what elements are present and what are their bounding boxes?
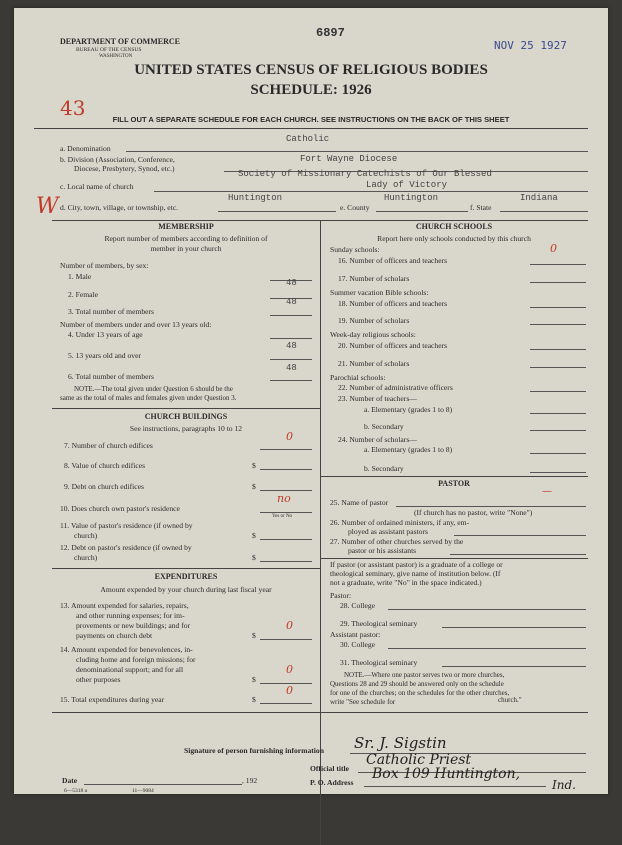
- date-year: , 192: [242, 776, 258, 785]
- pastor-subhead: Pastor:: [330, 591, 352, 600]
- city-value: Huntington: [228, 193, 283, 203]
- date-stamp: NOV 25 1927: [494, 39, 567, 52]
- division-value: Fort Wayne Diocese: [300, 154, 398, 164]
- q22-label: 22. Number of administrative officers: [338, 383, 453, 392]
- graduate-note-2: theological seminary, give name of institution below. (If: [330, 569, 501, 578]
- q31-label: 31. Theological seminary: [340, 658, 418, 667]
- q25-label: 25. Name of pastor: [330, 498, 389, 507]
- q13-label-c: provements or new buildings; and for: [76, 621, 191, 630]
- q18-label: 18. Number of officers and teachers: [338, 299, 448, 308]
- q15-label: 15. Total expenditures during year: [60, 695, 165, 704]
- membership-intro-2: member in your church: [150, 244, 222, 253]
- age-heading: Number of members under and over 13 years old:: [60, 320, 212, 329]
- q30-label: 30. College: [340, 640, 376, 649]
- pastor-title: PASTOR: [438, 479, 470, 488]
- yes-no-hint: Yes or No: [272, 514, 293, 519]
- membership-title: MEMBERSHIP: [158, 222, 214, 231]
- q9-label: 9. Debt on church edifices: [64, 482, 144, 491]
- form-code-1: 6—5318 a: [64, 788, 88, 794]
- expenditures-intro: Amount expended by your church during last fiscal year: [100, 585, 272, 594]
- division-label-2: Diocese, Presbytery, Synod, etc.): [74, 164, 175, 173]
- q7-value: 0: [286, 430, 293, 443]
- q13-label-b: and other running expenses; for im-: [76, 611, 185, 620]
- q12-label-b: church): [74, 553, 98, 562]
- sunday-label: Sunday schools:: [330, 245, 380, 254]
- q27-label-b: pastor or his assistants: [348, 546, 417, 555]
- q5-label: 5. 13 years old and over: [68, 351, 141, 360]
- po-address-value-2: Ind.: [552, 778, 576, 792]
- department-label: DEPARTMENT OF COMMERCE: [60, 37, 181, 46]
- official-title-label: Official title: [310, 764, 350, 773]
- red-number-annotation: 43: [60, 96, 86, 120]
- bureau-label: BUREAU OF THE CENSUS: [76, 47, 142, 53]
- q12-dollar: $: [252, 553, 256, 562]
- q14-value: 0: [286, 663, 293, 676]
- q5-value: 48: [286, 341, 297, 351]
- q27-label-a: 27. Number of other churches served by the: [330, 537, 464, 546]
- county-value: Huntington: [384, 193, 439, 203]
- q20-label: 20. Number of officers and teachers: [338, 341, 448, 350]
- q9-dollar: $: [252, 482, 256, 491]
- assistant-subhead: Assistant pastor:: [330, 630, 381, 639]
- q25-red-dash: —: [542, 486, 552, 497]
- q2-label: 2. Female: [68, 290, 98, 299]
- pastor-note-1: NOTE.—Where one pastor serves two or more churches,: [344, 671, 505, 679]
- q29-label: 29. Theological seminary: [340, 619, 418, 628]
- church-name-value-2: Lady of Victory: [366, 180, 448, 190]
- denomination-value: Catholic: [286, 134, 330, 144]
- po-address-value: Box 109 Huntington,: [372, 766, 521, 782]
- weekday-label: Week-day religious schools:: [330, 330, 416, 339]
- pastor-note-5: church.": [498, 696, 522, 704]
- q14-label-b: cluding home and foreign missions; for: [76, 655, 196, 664]
- po-address-label: P. O. Address: [310, 778, 354, 787]
- division-label: b. Division (Association, Conference,: [60, 155, 175, 164]
- q4-label: 4. Under 13 years of age: [68, 330, 143, 339]
- q28-label: 28. College: [340, 601, 376, 610]
- membership-intro-1: Report number of members according to definition of: [104, 234, 268, 243]
- q8-label: 8. Value of church edifices: [64, 461, 146, 470]
- q24-secondary-label: b. Secondary: [364, 464, 404, 473]
- q11-label-a: 11. Value of pastor's residence (if owned by: [60, 521, 193, 530]
- church-name-value-1: Society of Missionary Catechists of Our Blessed: [238, 169, 492, 179]
- schools-title: CHURCH SCHOOLS: [415, 222, 493, 231]
- q8-dollar: $: [252, 461, 256, 470]
- q13-dollar: $: [252, 631, 256, 640]
- pastor-note-4: write "See schedule for: [330, 698, 396, 706]
- q10-value: no: [277, 492, 291, 505]
- by-sex-label: Number of members, by sex:: [60, 261, 149, 270]
- summer-label: Summer vacation Bible schools:: [330, 288, 429, 297]
- q13-label-a: 13. Amount expended for salaries, repairs,: [60, 601, 189, 610]
- form-number: 6897: [316, 26, 345, 40]
- q26-label-a: 26. Number of ordained ministers, if any, em-: [330, 518, 470, 527]
- q23-label: 23. Number of teachers—: [338, 394, 417, 403]
- q6-label: 6. Total number of members: [68, 372, 155, 381]
- q19-label: 19. Number of scholars: [338, 316, 410, 325]
- expenditures-title: EXPENDITURES: [154, 572, 218, 581]
- pastor-note-2: Questions 28 and 29 should be answered only on the schedule: [330, 680, 504, 688]
- form-title: UNITED STATES CENSUS OF RELIGIOUS BODIES: [134, 62, 488, 78]
- q13-label-d: payments on church debt: [76, 631, 153, 640]
- q1-label: 1. Male: [68, 272, 92, 281]
- q15-dollar: $: [252, 695, 256, 704]
- state-label: f. State: [470, 203, 492, 212]
- q17-label: 17. Number of scholars: [338, 274, 410, 283]
- q25-hint: (If church has no pastor, write "None"): [414, 508, 533, 517]
- instructions: FILL OUT A SEPARATE SCHEDULE FOR EACH CHURCH. SEE INSTRUCTIONS ON THE BACK OF THIS SHEET: [112, 115, 510, 124]
- state-value: Indiana: [520, 193, 558, 203]
- buildings-intro: See instructions, paragraphs 10 to 12: [129, 424, 243, 433]
- pastor-note-3: for one of the churches; on the schedules for the other churches,: [330, 689, 510, 697]
- date-label: Date: [62, 776, 78, 785]
- form-subtitle: SCHEDULE: 1926: [250, 82, 372, 98]
- membership-note-2: same as the total of males and females given under Question 3.: [60, 394, 237, 402]
- denomination-label: a. Denomination: [60, 144, 111, 153]
- q13-value: 0: [286, 619, 293, 632]
- census-form: [14, 8, 608, 794]
- q10-label: 10. Does church own pastor's residence: [60, 504, 180, 513]
- q7-label: 7. Number of church edifices: [64, 441, 153, 450]
- q23-elementary-label: a. Elementary (grades 1 to 8): [364, 405, 453, 414]
- signature-label: Signature of person furnishing information: [184, 746, 324, 755]
- q14-label-a: 14. Amount expended for benevolences, in-: [60, 645, 193, 654]
- q26-label-b: ployed as assistant pastors: [348, 527, 428, 536]
- red-w-annotation: W: [36, 194, 59, 219]
- q23-secondary-label: b. Secondary: [364, 422, 404, 431]
- form-code-2: 11—9084: [132, 788, 154, 794]
- q24-label: 24. Number of scholars—: [338, 435, 417, 444]
- schools-intro: Report here only schools conducted by this church: [377, 234, 531, 243]
- q12-label-a: 12. Debt on pastor's residence (if owned by: [60, 543, 192, 552]
- buildings-title: CHURCH BUILDINGS: [144, 412, 228, 421]
- q11-dollar: $: [252, 531, 256, 540]
- q15-value: 0: [286, 684, 293, 697]
- church-name-label: c. Local name of church: [60, 182, 134, 191]
- graduate-note-3: not a graduate, write "No" in the space indicated.): [330, 578, 482, 587]
- signature-value: Sr. J. Sigstin: [354, 734, 447, 752]
- q14-label-d: other purposes: [76, 675, 121, 684]
- q16-label: 16. Number of officers and teachers: [338, 256, 448, 265]
- q14-dollar: $: [252, 675, 256, 684]
- county-label: e. County: [340, 203, 370, 212]
- graduate-note-1: If pastor (or assistant pastor) is a graduate of a college or: [330, 560, 503, 569]
- q16-value: 0: [550, 242, 557, 255]
- official-title-value: Catholic Priest: [366, 752, 472, 768]
- parochial-label: Parochial schools:: [330, 373, 386, 382]
- q24-elementary-label: a. Elementary (grades 1 to 8): [364, 445, 453, 454]
- q14-label-c: denominational support; and for all: [76, 665, 184, 674]
- membership-note-1: NOTE.—The total given under Question 6 should be the: [74, 385, 233, 393]
- q21-label: 21. Number of scholars: [338, 359, 410, 368]
- q3-value: 48: [286, 297, 297, 307]
- q6-value: 48: [286, 363, 297, 373]
- q3-label: 3. Total number of members: [68, 307, 155, 316]
- city-label: d. City, town, village, or township, etc.: [60, 203, 179, 212]
- city-label: WASHINGTON: [99, 54, 133, 59]
- q11-label-b: church): [74, 531, 98, 540]
- q2-value: 48: [286, 278, 297, 288]
